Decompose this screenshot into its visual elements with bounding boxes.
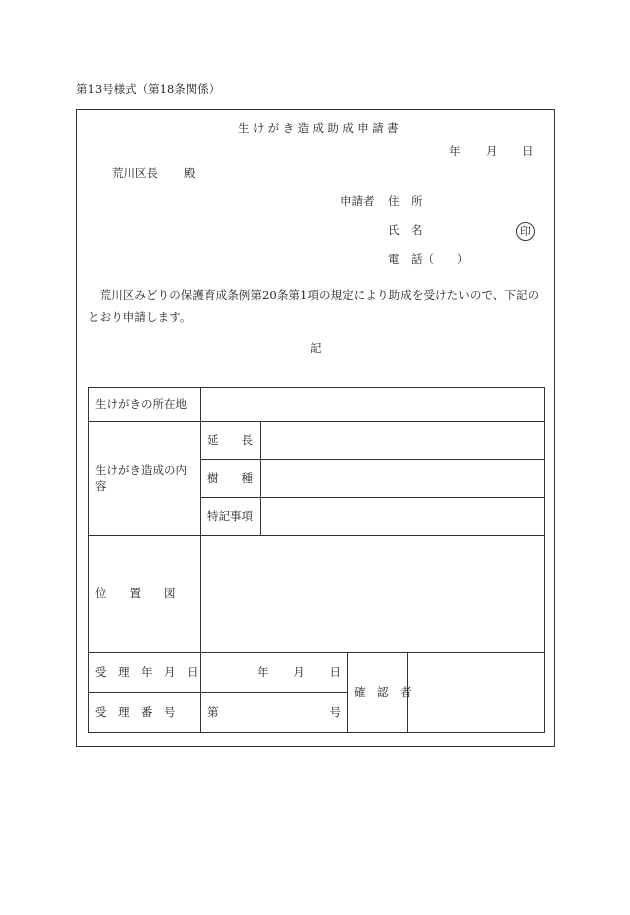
date-year: 年 <box>449 144 461 158</box>
form-title: 生けがき造成助成申請書 <box>238 121 402 135</box>
location-label-cell <box>89 388 201 422</box>
application-statement: 荒川区みどりの保護育成条例第20条第1項の規定により助成を受けたいので、下記のとおり申請します。 <box>88 288 540 324</box>
location-label: 生けがきの所在地 <box>95 396 187 411</box>
number-prefix: 第 <box>207 704 219 719</box>
seal-mark: 印 <box>516 222 535 241</box>
receipt-number-label: 受 理 番 号 <box>95 704 176 719</box>
date-day: 日 <box>522 144 534 158</box>
species-label-cell <box>201 460 261 498</box>
phone-label: 電 話（ ） <box>388 252 469 266</box>
notes-label: 特記事項 <box>207 508 253 523</box>
receipt-date-year: 年 <box>257 664 269 679</box>
confirmer-label-cell <box>348 653 412 733</box>
address-label: 住 所 <box>388 194 423 208</box>
addressee: 荒川区長 <box>112 166 158 180</box>
species-label: 樹 種 <box>207 470 253 485</box>
receipt-date-label: 受 理 年 月 日 <box>95 664 199 679</box>
map-field[interactable] <box>201 536 545 653</box>
notes-label-cell <box>201 498 261 536</box>
ki-mark: 記 <box>310 341 322 355</box>
receipt-number-label-cell <box>89 693 201 733</box>
map-label: 位 置 図 <box>95 586 176 601</box>
length-label-cell <box>201 422 261 460</box>
receipt-number-field[interactable] <box>201 693 348 733</box>
species-field[interactable] <box>261 460 545 498</box>
confirmer-label: 確 認 者 <box>354 684 412 699</box>
length-label: 延 長 <box>207 432 253 447</box>
notes-field[interactable] <box>261 498 545 536</box>
confirmer-field[interactable] <box>408 653 545 733</box>
length-field[interactable] <box>261 422 545 460</box>
number-suffix: 号 <box>329 704 341 719</box>
receipt-date-label-cell <box>89 653 201 693</box>
name-label: 氏 名 <box>388 223 423 237</box>
map-label-cell <box>89 536 201 653</box>
receipt-date-month: 月 <box>293 664 305 679</box>
content-label: 生けがき造成の内容 <box>95 462 187 493</box>
record-table <box>88 387 545 733</box>
content-label-cell <box>89 422 201 536</box>
receipt-date-day: 日 <box>329 664 341 679</box>
form-number: 第13号様式（第18条関係） <box>76 82 221 96</box>
date-month: 月 <box>486 144 498 158</box>
location-field[interactable] <box>201 388 545 422</box>
applicant-label: 申請者 <box>340 194 375 208</box>
honorific: 殿 <box>184 166 196 180</box>
receipt-date-field[interactable] <box>201 653 348 693</box>
